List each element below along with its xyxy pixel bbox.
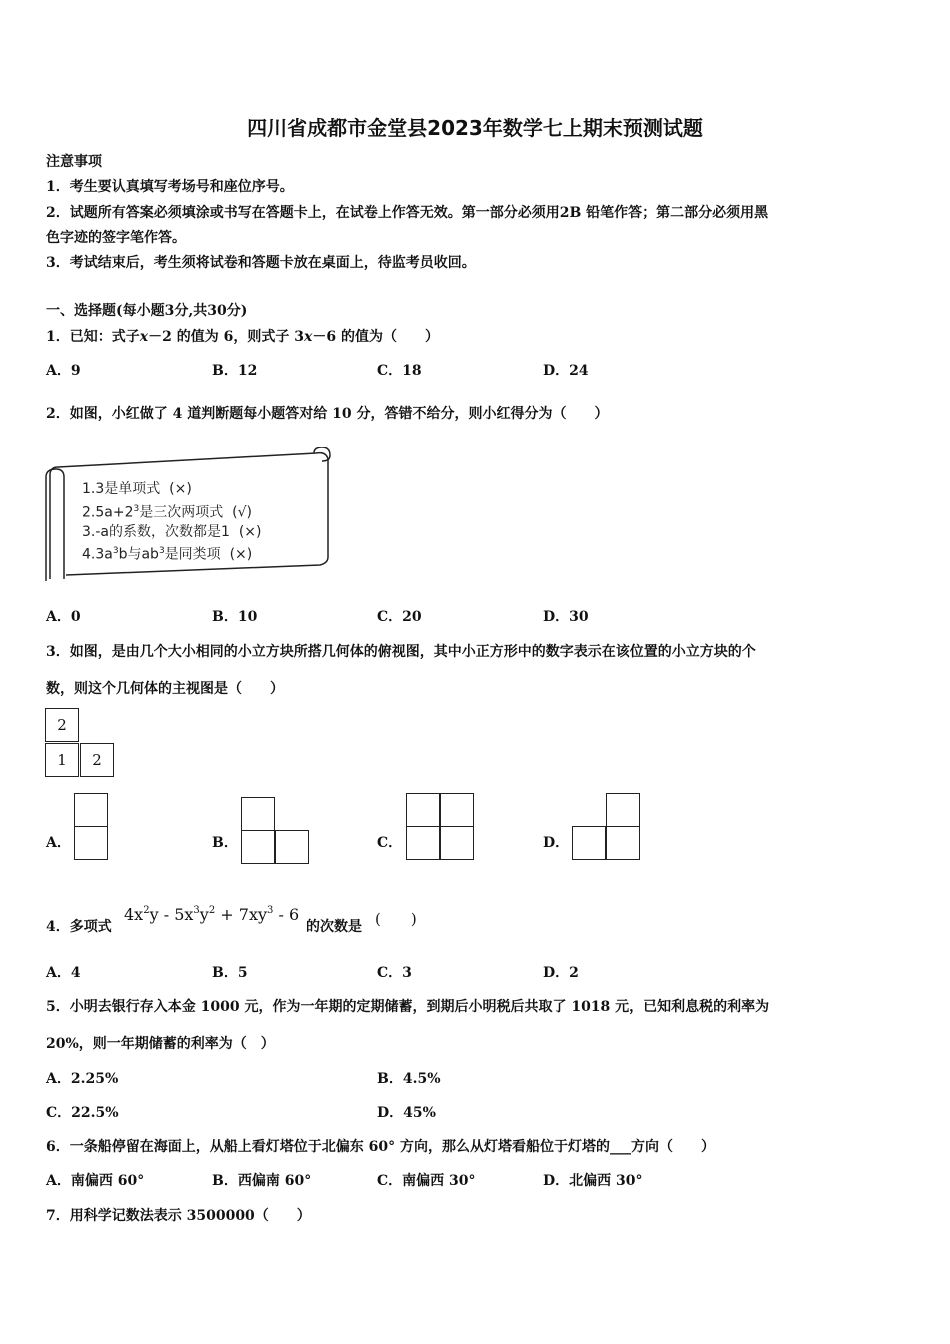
question-2: 2．如图，小红做了 4 道判断题每小题答对给 10 分，答错不给分，则小红得分为（ ） <box>46 406 609 422</box>
top-view-grid <box>45 708 117 780</box>
q4-option-a: A．4 <box>46 965 81 981</box>
q4-option-d: D．2 <box>543 965 579 981</box>
question-1 <box>46 328 439 346</box>
q3-option-b-label: B． <box>212 835 238 851</box>
q2-option-c: C．20 <box>377 609 422 625</box>
square <box>572 826 606 860</box>
question-3-line-2: 数，则这个几何体的主视图是（ ） <box>46 681 284 697</box>
q3-option-c-label: C． <box>377 835 403 851</box>
q3-option-a-figure <box>74 793 110 863</box>
notice-item-2: 2．试题所有答案必须填涂或书写在答题卡上，在试卷上作答无效。第一部分必须用2B 铅笔作答；第二部分必须用黑 <box>46 205 769 221</box>
scroll-line-4: $4.3a^3b$与$ab^3$是同类项 (×) <box>82 546 253 563</box>
q5-option-a: A．2.25% <box>46 1071 119 1087</box>
q4-option-c: C．3 <box>377 965 412 981</box>
grid-cell-bottom-left: 1 <box>45 743 79 777</box>
grid-cell-bottom-right: 2 <box>80 743 114 777</box>
q3-option-b-figure <box>241 797 313 867</box>
q3-option-d-figure <box>572 793 644 863</box>
square <box>406 793 440 827</box>
q1-option-a: A．9 <box>46 363 81 379</box>
q5-option-c: C．22.5% <box>46 1105 119 1121</box>
question-7: 7．用科学记数法表示 3500000（ ） <box>46 1208 311 1224</box>
q1-mid: －2 的值为 6，则式子 3 <box>148 329 304 345</box>
square <box>606 793 640 827</box>
scroll-line-1: 1.3是单项式 (×) <box>82 481 192 497</box>
notice-item-2-cont: 色字迹的签字笔作答。 <box>46 230 186 246</box>
square <box>74 826 108 860</box>
q1-option-b: B．12 <box>212 363 258 379</box>
q3-option-c-figure <box>406 793 478 863</box>
q3-option-a-label: A． <box>46 835 71 851</box>
grid-cell-top: 2 <box>45 708 79 742</box>
q1-var-x2: x <box>303 329 313 345</box>
q2-option-a: A．0 <box>46 609 81 625</box>
square <box>74 793 108 827</box>
q1-var-x: x <box>139 329 149 345</box>
q4-polynomial: $4x^2y - 5x^3y^2 + 7xy^3 - 6$ <box>124 905 300 924</box>
q5-option-d: D．45% <box>377 1105 436 1121</box>
q4-option-b: B．5 <box>212 965 248 981</box>
q2-option-b: B．10 <box>212 609 258 625</box>
page-title: 四川省成都市金堂县2023年数学七上期末预测试题 <box>247 116 703 140</box>
q1-option-d: D．24 <box>543 363 589 379</box>
square <box>440 793 474 827</box>
q4-post: 的次数是 <box>306 919 362 935</box>
notice-heading: 注意事项 <box>46 154 102 170</box>
square <box>241 830 275 864</box>
question-5-line-1: 5．小明去银行存入本金 1000 元，作为一年期的定期储蓄，到期后小明税后共取了 1018 元，已知利息税的利率为 <box>46 999 770 1015</box>
q1-post: －6 的值为（ ） <box>312 329 439 345</box>
square <box>406 826 440 860</box>
q4-pre: 4．多项式 <box>46 919 112 935</box>
q6-option-a: A．南偏西 60° <box>46 1173 145 1189</box>
notice-item-3: 3．考试结束后，考生须将试卷和答题卡放在桌面上，待监考员收回。 <box>46 255 476 271</box>
q6-option-d: D．北偏西 30° <box>543 1173 643 1189</box>
q6-option-c: C．南偏西 30° <box>377 1173 476 1189</box>
q5-option-b: B．4.5% <box>377 1071 441 1087</box>
scroll-figure <box>44 447 334 583</box>
square <box>440 826 474 860</box>
notice-item-1: 1．考生要认真填写考场号和座位序号。 <box>46 179 294 195</box>
square <box>606 826 640 860</box>
q6-option-b: B．西偏南 60° <box>212 1173 312 1189</box>
question-6: 6．一条船停留在海面上，从船上看灯塔位于北偏东 60° 方向，那么从灯塔看船位于灯塔的___方向（ ） <box>46 1139 715 1155</box>
section-heading: 一、选择题(每小题3分,共30分) <box>46 303 248 319</box>
question-3-line-1: 3．如图，是由几个大小相同的小立方块所搭几何体的俯视图，其中小正方形中的数字表示在该位置的小立方块的个 <box>46 644 756 660</box>
q2-option-d: D．30 <box>543 609 589 625</box>
q3-option-d-label: D． <box>543 835 570 851</box>
q4-paren: ( ) <box>375 910 417 928</box>
square <box>241 797 275 831</box>
square <box>275 830 309 864</box>
q1-option-c: C．18 <box>377 363 422 379</box>
q1-pre: 1．已知：式子 <box>46 329 140 345</box>
question-5-line-2: 20%，则一年期储蓄的利率为（ ） <box>46 1036 275 1052</box>
scroll-line-2: $2.5a+2^3$是三次两项式 (√) <box>82 503 252 521</box>
scroll-line-3: 3.-a的系数，次数都是1 (×) <box>82 523 262 540</box>
